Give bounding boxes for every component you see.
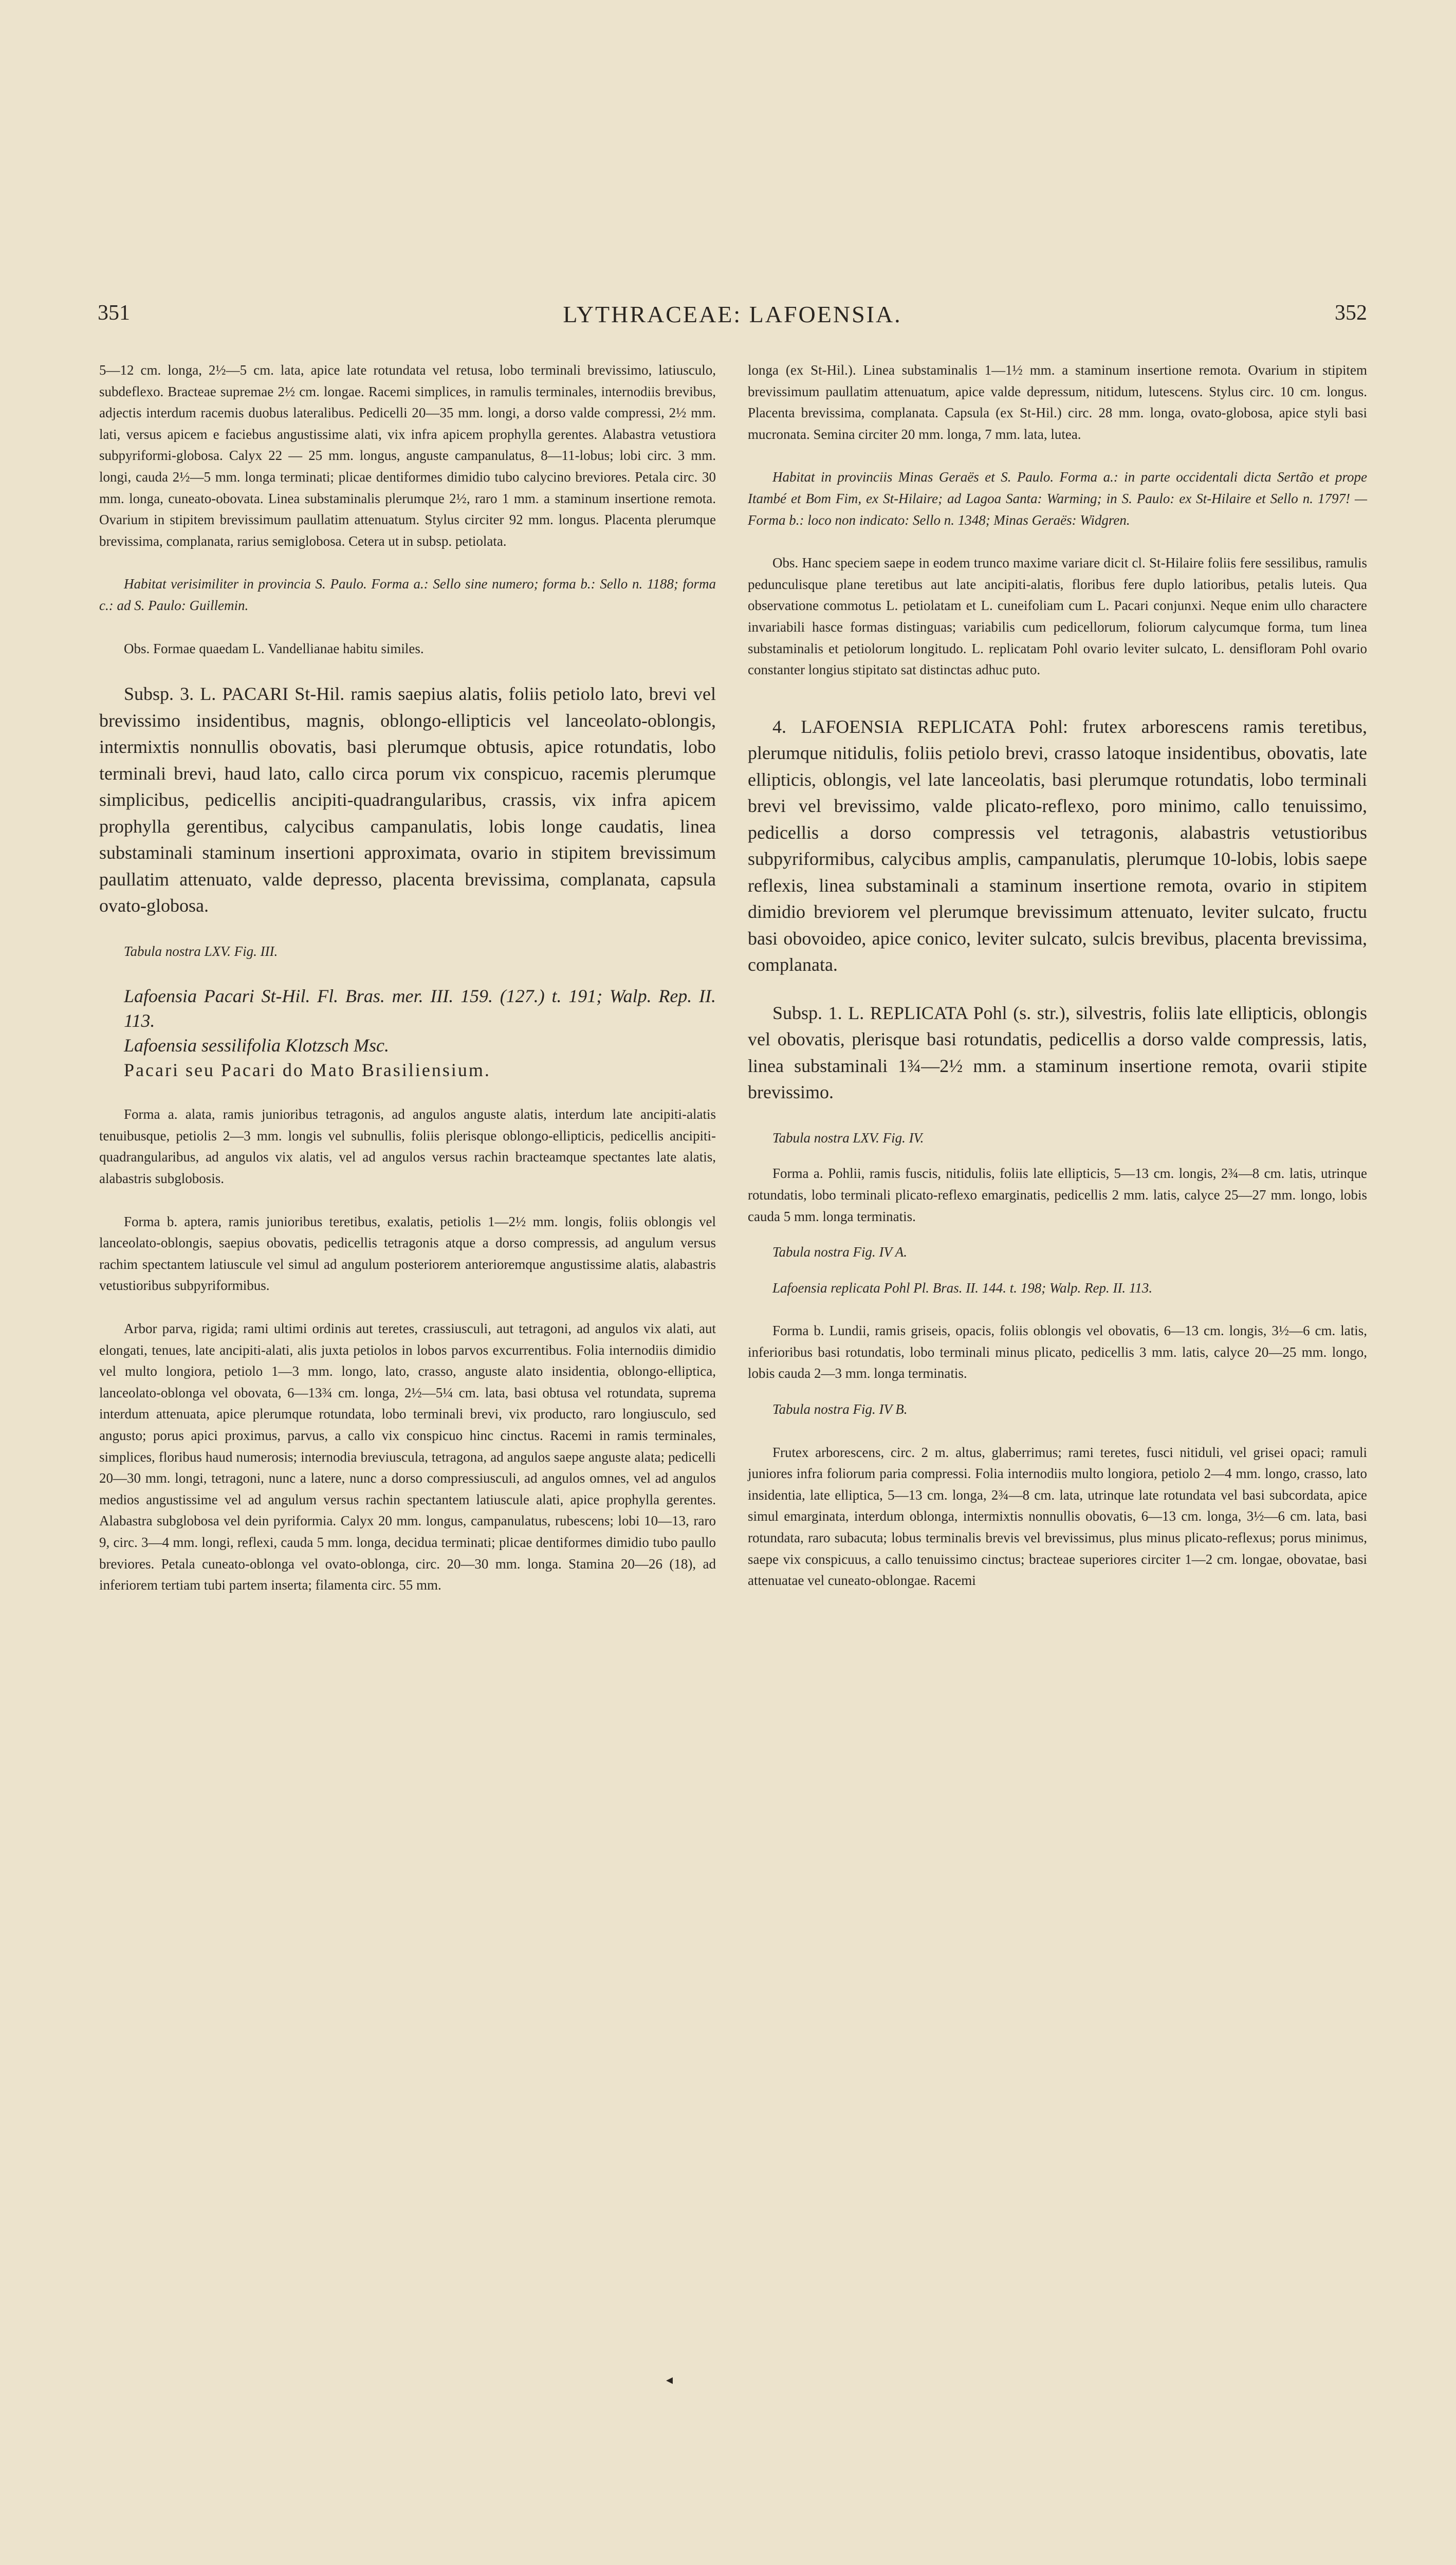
description-frutex: Frutex arborescens, circ. 2 m. altus, glaberrimus; rami teretes, fusci nitiduli, vel grisei opaci; ramuli juniores infra foliorum paria compressi. Folia internodiis multo longiora, petiolo 2—4 mm. longo, crasso, lato insidentia, late elliptica, 5—13 cm. longa, 2¾—8 cm. lata, utrinque late rotundata vel basi subcordata, apice simul emarginata, interdum oblonga, intermixtis nonnullis obovatis, 6—13 cm. longa, 3½—6 cm. lata, basi rotundata, raro subacuta; lobus terminalis brevis vel brevissimus, plus minus plicato-reflexus; porus minimus, saepe vix conspicuus, a callo tenuissimo cinctus; bracteae superiores circiter 1—2 cm. longae, obovatae, basi attenuatae vel cuneato-oblongae. Racemi [748, 1444, 1367, 1589]
running-title: LYTHRACEAE: LAFOENSIA. [563, 301, 902, 327]
observation-note: Obs. Hanc speciem saepe in eodem trunco maxime variare dicit cl. St-Hilaire foliis fere sessilibus, ramulis pedunculisque plane teretibus aut late ancipiti-alatis, floribus fere duplo latioribus, petalis luteis. Qua observatione commotus L. petiolatam et L. cuneifoliam cum L. Pacari conjunxi. Neque enim ullo charactere invariabili hasce formas distinguas; variabilis cum pedicellorum, foliorum calycumque forma, tum linea substaminalis et petiolorum longitudo. L. replicatam Pohl ovario leviter sulcato, L. densifloram Pohl ovario constanter longius stipitato sat distinctas adhuc puto. [748, 555, 1367, 678]
plate-reference: Tabula nostra Fig. IV B. [772, 1401, 908, 1417]
synonym-entry: Lafoensia Pacari St-Hil. Fl. Bras. mer. III. 159. (127.) t. 191; Walp. Rep. II. 113. [124, 986, 716, 1031]
description-continued: longa (ex St-Hil.). Linea substaminalis 1—1½ mm. a staminum insertione remota. Ovarium in stipitem brevissimum paullatim attenuatum, apice valde depressum, nitidum, lutescens. Stylus circ. 10 cm. longus. Placenta brevissima, complanata. Capsula (ex St-Hil.) circ. 28 mm. longa, ovato-globosa, apice styli basi mucronata. Semina circiter 20 mm. longa, 7 mm. lata, lutea. [748, 362, 1367, 442]
plate-reference: Tabula nostra LXV. Fig. IV. [772, 1130, 924, 1146]
page-number-right: 352 [1335, 301, 1367, 325]
subspecies-replicata-diagnosis: Subsp. 1. L. REPLICATA Pohl (s. str.), silvestris, foliis late ellipticis, oblongis vel obovatis, plerisque basi rotundatis, pedicellis a dorso valde compressis, latis, linea substaminali 1¾—2½ mm. a staminum insertione remota, ovarii stipite brevissimo. [748, 1002, 1367, 1103]
species-replicata-diagnosis: 4. LAFOENSIA REPLICATA Pohl: frutex arborescens ramis teretibus, plerumque nitidulis, foliis petiolo brevi, crasso latoque insidentibus, obovatis, late ellipticis, oblongis, vel late lanceolatis, basi plerumque rotundatis, lobo terminali brevi vel brevissimo, valde plicato-reflexo, poro minimo, callo tenuissimo, pedicellis a dorso compressis vel tetragonis, alabastris vetustioribus subpyriformibus, calycibus amplis, campanulatis, plerumque 10-lobis, lobis saepe reflexis, linea substaminali a staminum insertione remota, ovario in stipitem dimidio breviorem vel plerumque brevissimum attenuato, leviter sulcato, fructu basi obovoideo, apice conico, leviter sulcato, sulcis brevibus, placenta brevissima, complanata. [748, 716, 1367, 975]
description-arbor: Arbor parva, rigida; rami ultimi ordinis aut teretes, crassiusculi, aut tetragoni, ad angulos vix alati, aut elongati, tenues, late ancipiti-alati, alis juxta petiolos in lobos parvos excurrentibus. Folia internodiis dimidio vel multo longiora, petiolo 1—3 mm. longo, lato, crasso, anguste alato insidentia, oblongo-elliptica, lanceolato-oblonga vel obovata, 6—13¾ cm. longa, 2½—5¼ cm. lata, basi obtusa vel rotundata, suprema interdum attenuata, apice plerumque rotundata, lobo terminali brevi, vix producto, raro longiusculo, sed angusto; porus apici proximus, parvus, a callo vix conspicuo hinc cinctus. Racemi in ramis terminales, simplices, floribus haud numerosis; internodia breviuscula, tetragona, ad angulos saepe anguste alata; pedicelli 20—30 mm. longi, tetragoni, nunc a latere, nunc a dorso compressiusculi, ad angulos omnes, vel ad angulos medios angustissime vel ad angulum versus rachin spectantem latiuscule alati, apice prophylla gerentes. Alabastra subglobosa vel dein pyriformia. Calyx 20 mm. longus, campanulatus, rubescens; lobi 10—13, raro 9, circ. 3—4 mm. longi, reflexi, cauda 5 mm. longa, decidua terminati; plicae dentiformes dimidio tubo paullo breviores. Petala cuneato-oblonga vel ovato-oblonga, circ. 20—30 mm. longa. Stamina 20—26 (18), ad inferiorem tertiam tubi partem inserta; filamenta circ. 55 mm. [99, 1320, 716, 1593]
printer-mark: ◂ [666, 2372, 673, 2387]
synonym-entry: Lafoensia sessilifolia Klotzsch Msc. [124, 1035, 390, 1056]
plate-reference: Tabula nostra LXV. Fig. III. [124, 943, 278, 959]
habitat-note: Habitat verisimiliter in provincia S. Paulo. Forma a.: Sello sine numero; forma b.: Sello n. 1188; forma c.: ad S. Paulo: Guillemin. [99, 576, 716, 613]
observation-note: Obs. Formae quaedam L. Vandellianae habitu similes. [124, 640, 424, 656]
right-column [748, 360, 1367, 1592]
synonym-entry: Lafoensia replicata Pohl Pl. Bras. II. 144. t. 198; Walp. Rep. II. 113. [772, 1280, 1153, 1296]
subspecies-pacari-diagnosis: Subsp. 3. L. PACARI St-Hil. ramis saepius alatis, foliis petiolo lato, brevi vel brevissimo insidentibus, magnis, oblongo-ellipticis vel lanceolato-oblongis, intermixtis nonnullis obovatis, basi plerumque obtusis, apice rotundatis, lobo terminali brevi, haud lato, callo circa porum vix conspicuo, racemis plerumque simplicibus, pedicellis ancipiti-quadrangularibus, crassis, vix infra apicem prophylla gerentibus, calycibus campanulatis, lobis longe caudatis, linea substaminali staminum insertioni approximata, ovario in stipitem brevissimum paullatim attenuato, valde depresso, placenta brevissima, complanata, capsula ovato-globosa. [99, 684, 716, 916]
forma-b-lundii: Forma b. Lundii, ramis griseis, opacis, foliis oblongis vel obovatis, 6—13 cm. longis, 3½—6 cm. latis, inferioribus basi rotundatis, lobo terminali minus plicato, pedicellis 3 mm. latis, calyce 20—25 mm. longo, lobis cauda 2—3 mm. longa terminatis. [748, 1323, 1367, 1381]
plate-reference: Tabula nostra Fig. IV A. [772, 1244, 908, 1260]
vernacular-name: Pacari seu Pacari do Mato Brasiliensium. [124, 1060, 491, 1081]
page-header [98, 301, 1367, 337]
description-continued: 5—12 cm. longa, 2½—5 cm. lata, apice late rotundata vel retusa, lobo terminali brevissimo, latiusculo, subdeflexo. Bracteae supremae 2½ cm. longae. Racemi simplices, in ramulis terminales, internodiis brevibus, adjectis interdum racemis duobus lateralibus. Pedicelli 20—35 mm. longi, a dorso valde compressi, 2½ mm. lati, versus apicem e faciebus angustissime alati, vix infra apicem prophylla gerentes. Alabastra vetustiora subpyriformi-globosa. Calyx 22 — 25 mm. longus, anguste campanulatus, 8—11-lobus; lobi circ. 3 mm. longi, cauda 2½—5 mm. longa terminati; plicae dentiformes dimidio tubo calycino breviores. Petala circ. 30 mm. longa, cuneato-obovata. Linea substaminalis plerumque 2½, raro 1 mm. a staminum insertione remota. Ovarium in stipitem brevissimum paullatim attenuatum. Stylus circiter 92 mm. longus. Placenta plerumque brevissima, complanata, rarius semiglobosa. Cetera ut in subsp. petiolata. [99, 362, 716, 549]
forma-a-alata: Forma a. alata, ramis junioribus tetragonis, ad angulos anguste alatis, interdum late ancipiti-alatis tenuibusque, petiolis 2—3 mm. longis vel subnullis, foliis plerisque oblongo-ellipticis, pedicellis ancipiti-quadrangularibus, ad angulos vix alatis, vel ad angulos versus rachin bracteamque spectantes late alatis, alabastris subglobosis. [99, 1106, 716, 1186]
habitat-note: Habitat in provinciis Minas Geraës et S. Paulo. Forma a.: in parte occidentali dicta Sertão et prope Itambé et Bom Fim, ex St-Hilaire; ad Lagoa Santa: Warming; in S. Paulo: ex St-Hilaire et Sello n. 1797! — Forma b.: loco non indicato: Sello n. 1348; Minas Geraës: Widgren. [748, 469, 1367, 528]
page-number-left: 351 [98, 301, 130, 325]
forma-b-aptera: Forma b. aptera, ramis junioribus teretibus, exalatis, petiolis 1—2½ mm. longis, foliis oblongis vel lanceolato-oblongis, saepius obovatis, pedicellis tetragonis atque a dorso compressis, ad angulum versus rachim spectantem latiuscule vel simul ad angulum posteriorem anterioremque angustissime alatis, alabastris vetustioribus subpyriformibus. [99, 1213, 716, 1294]
synonymy-block [99, 984, 716, 1082]
left-column [99, 360, 716, 1596]
forma-a-pohlii: Forma a. Pohlii, ramis fuscis, nitidulis, foliis late ellipticis, 5—13 cm. longis, 2¾—8 cm. latis, utrinque rotundatis, lobo terminali plicato-reflexo emarginatis, pedicellis 2 mm. latis, calyce 25—27 mm. longo, lobis cauda 5 mm. longa terminatis. [748, 1166, 1367, 1224]
